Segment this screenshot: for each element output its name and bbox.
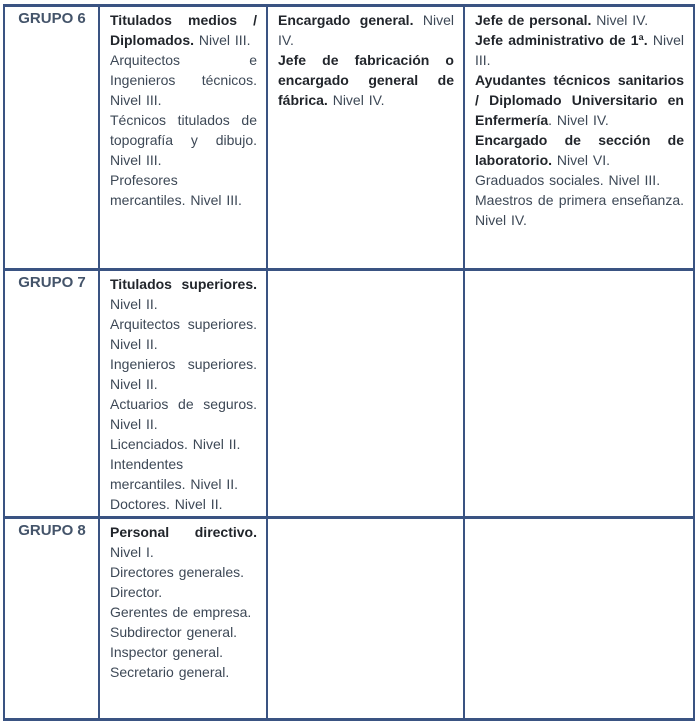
category-title-run: Encargado general. (278, 12, 414, 28)
category-text-run: Nivel IV. (327, 92, 385, 108)
category-text-run: Nivel I. (110, 544, 154, 560)
category-text-run: Nivel III. (475, 32, 684, 68)
category-text-run: Doctores. Nivel II. (110, 496, 223, 512)
category-item (278, 10, 454, 50)
category-text-run: Ingenieros superiores. Nivel II. (110, 356, 257, 392)
category-text-run: Licenciados. Nivel II. (110, 436, 241, 452)
group-label-cell: GRUPO 7 (4, 270, 99, 518)
category-item (475, 10, 684, 30)
category-item (110, 354, 257, 394)
category-text-run: Arquitectos superiores. Nivel II. (110, 316, 257, 352)
category-cell (464, 6, 694, 270)
table-row (4, 518, 694, 720)
category-title-run: Encargado de sección de laboratorio. (475, 132, 684, 168)
category-text-run: Profesores mercantiles. Nivel III. (110, 172, 242, 208)
category-title-run: Jefe de fabricación o encargado general de fábrica. (278, 52, 454, 108)
category-text-run: Nivel II. (110, 296, 158, 312)
group-label-cell: GRUPO 8 (4, 518, 99, 720)
category-text-run: Nivel III. (194, 32, 251, 48)
category-item (110, 582, 257, 602)
table-row (4, 6, 694, 270)
category-item (110, 170, 257, 210)
category-item (110, 394, 257, 434)
category-text-run: Directores generales. (110, 564, 245, 580)
category-text-run: Arquitectos e Ingenieros técnicos. Nivel III. (110, 52, 257, 108)
category-title-run: Personal directivo. (110, 524, 257, 540)
group-label-cell: GRUPO 6 (4, 6, 99, 270)
classification-table-body (4, 6, 694, 720)
category-item (110, 274, 257, 314)
category-item (475, 190, 684, 230)
category-text-run: Intendentes mercantiles. Nivel II. (110, 456, 239, 492)
category-item (110, 50, 257, 110)
category-text-run: Director. (110, 584, 163, 600)
category-cell (267, 518, 464, 720)
category-text-run: Maestros de primera enseñanza. Nivel IV. (475, 192, 684, 228)
category-item (475, 70, 684, 130)
category-item (475, 30, 684, 70)
classification-table (3, 4, 695, 721)
category-item (110, 454, 257, 494)
category-cell (267, 6, 464, 270)
category-item (110, 562, 257, 582)
category-title-run: Titulados superiores. (110, 276, 257, 292)
category-text-run: Gerentes de empresa. (110, 604, 252, 620)
category-text-run: Nivel VI. (552, 152, 611, 168)
category-item (475, 130, 684, 170)
category-item (110, 662, 257, 682)
category-cell (99, 6, 267, 270)
category-cell (267, 270, 464, 518)
category-text-run: Técnicos titulados de topografía y dibujo. Nivel III. (110, 112, 257, 168)
table-row (4, 270, 694, 518)
category-item (110, 110, 257, 170)
category-title-run: Titulados medios / Diplomados. (110, 12, 257, 48)
category-item (110, 522, 257, 562)
category-item (110, 434, 257, 454)
category-text-run: Inspector general. (110, 644, 224, 660)
category-item (110, 622, 257, 642)
category-title-run: Ayudantes técnicos sanitarios / Diplomado Universitario en Enfermería (475, 72, 684, 128)
category-text-run: Secretario general. (110, 664, 230, 680)
category-text-run: Nivel IV. (278, 12, 454, 48)
category-item (110, 10, 257, 50)
category-item (278, 50, 454, 110)
category-item (110, 314, 257, 354)
category-cell (99, 270, 267, 518)
category-item (110, 602, 257, 622)
category-cell (99, 518, 267, 720)
category-text-run: Graduados sociales. Nivel III. (475, 172, 661, 188)
category-cell (464, 270, 694, 518)
category-text-run: . Nivel IV. (548, 112, 609, 128)
category-item (110, 642, 257, 662)
category-title-run: Jefe administrativo de 1ª. (475, 32, 648, 48)
category-title-run: Jefe de personal. (475, 12, 592, 28)
category-text-run: Nivel IV. (591, 12, 649, 28)
category-item (110, 494, 257, 514)
category-text-run: Actuarios de seguros. Nivel II. (110, 396, 257, 432)
category-text-run: Subdirector general. (110, 624, 238, 640)
category-item (475, 170, 684, 190)
category-cell (464, 518, 694, 720)
